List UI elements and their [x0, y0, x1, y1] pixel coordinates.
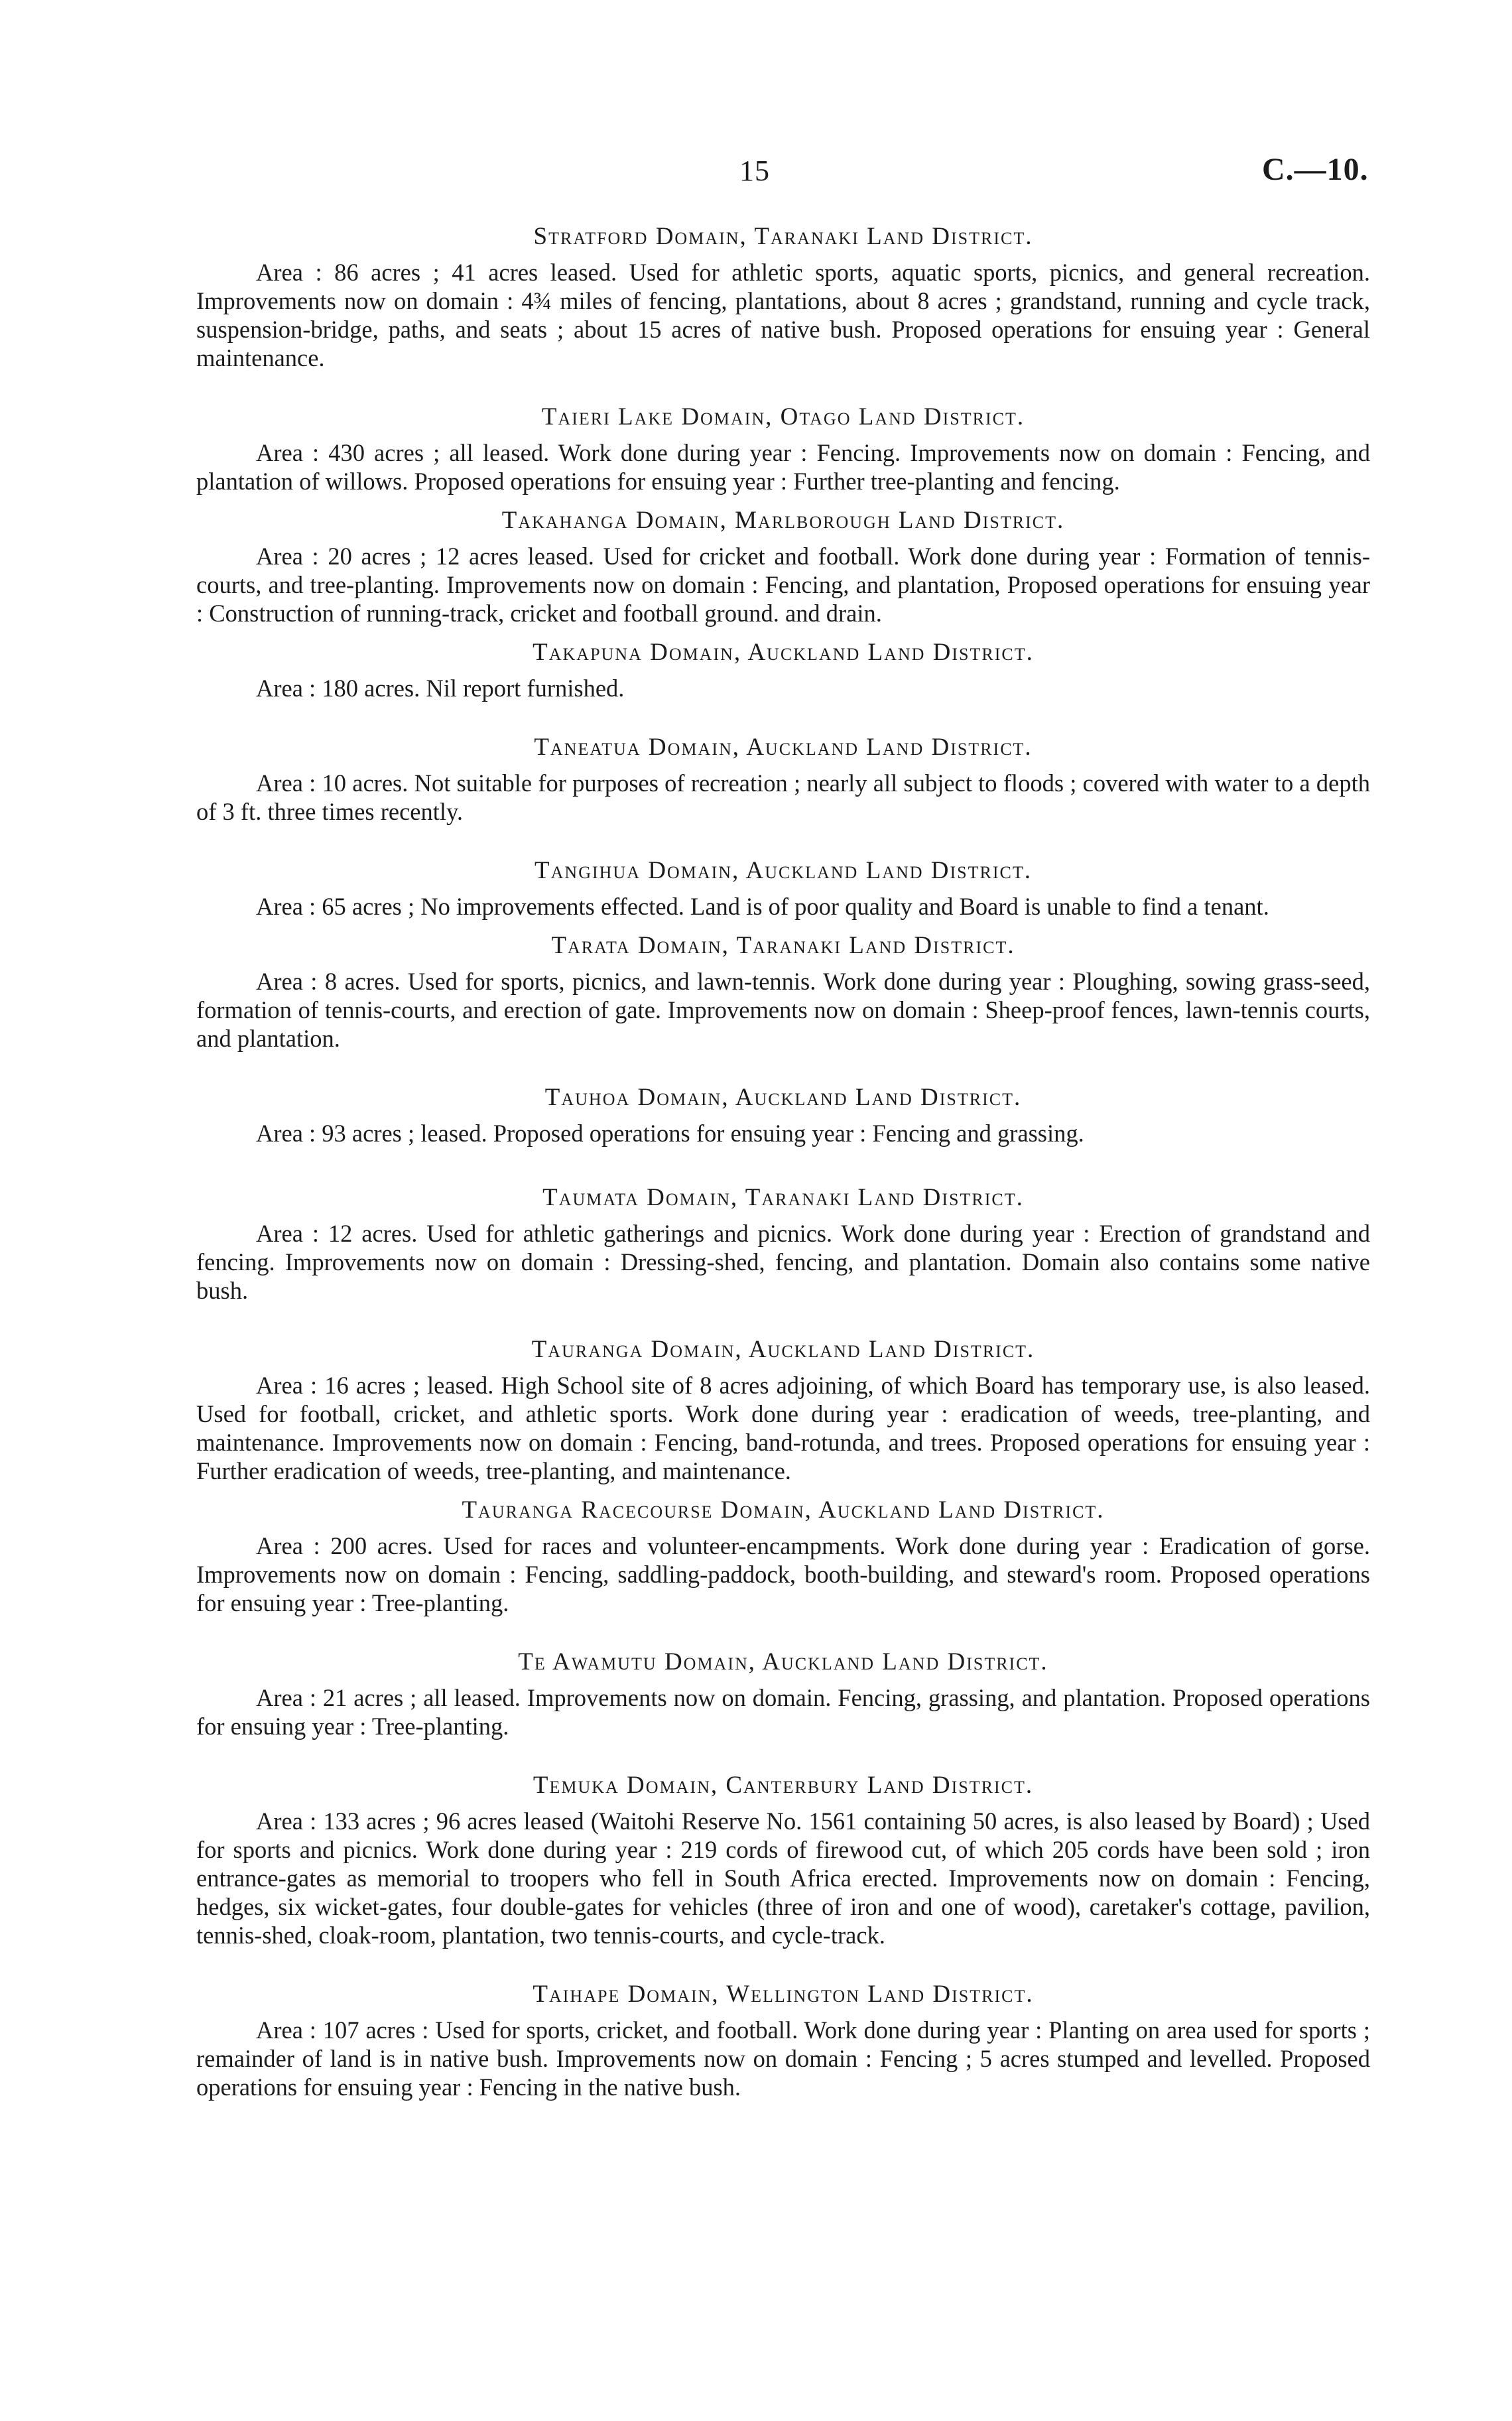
entry-tauhoa: [196, 1083, 1370, 1147]
entry-title: Tangihua Domain, Auckland Land District.: [535, 857, 1032, 884]
entry-title: Taihape Domain, Wellington Land District.: [533, 1981, 1034, 2008]
entry-title: Tarata Domain, Taranaki Land District.: [551, 932, 1015, 959]
entry-tauranga-racecourse: [196, 1496, 1370, 1617]
entry-body: Area : 16 acres ; leased. High School site of 8 acres adjoining, of which Board has temporary use, is also leased. Used for football, cricket, and athletic sports. Work done during year : eradication of weeds, tree-planting, and maintenance. Improvements now on domain : Fencing, band-rotunda, and trees. Proposed operations for ensuing year : Further eradication of weeds, tree-planting, and maintenance.: [196, 1372, 1370, 1484]
domain-entries: [196, 222, 1370, 2101]
entry-tarata: [196, 931, 1370, 1053]
entry-takapuna: [196, 638, 1370, 702]
entry-body: Area : 10 acres. Not suitable for purposes of recreation ; nearly all subject to floods ; covered with water to a depth of 3 ft. three times recently.: [196, 769, 1370, 825]
entry-body: Area : 180 acres. Nil report furnished.: [256, 675, 625, 702]
entry-title: Tauranga Racecourse Domain, Auckland Land District.: [462, 1496, 1105, 1524]
entry-taumata: [196, 1183, 1370, 1305]
document-reference: C.—10.: [1262, 152, 1369, 187]
entry-title: Taieri Lake Domain, Otago Land District.: [541, 403, 1025, 430]
entry-title: Temuka Domain, Canterbury Land District.: [533, 1772, 1034, 1799]
entry-body: Area : 21 acres ; all leased. Improvements now on domain. Fencing, grassing, and plantation. Proposed operations for ensuing year : Tree-planting.: [196, 1684, 1370, 1740]
entry-title: Takahanga Domain, Marlborough Land District.: [501, 507, 1065, 534]
entry-body: Area : 65 acres ; No improvements effected. Land is of poor quality and Board is unable to find a tenant.: [256, 893, 1269, 920]
entry-taihape: [196, 1980, 1370, 2101]
entry-tauranga: [196, 1335, 1370, 1485]
entry-title: Tauhoa Domain, Auckland Land District.: [544, 1084, 1022, 1111]
entry-tangihua: [196, 856, 1370, 921]
entry-body: Area : 107 acres : Used for sports, cricket, and football. Work done during year : Planting on area used for sports ; remainder of land is in native bush. Improvements now on domain : Fencing ; 5 acres stumped and levelled. Proposed operations for ensuing year : Fencing in the native bush.: [196, 2016, 1370, 2101]
entry-title: Takapuna Domain, Auckland Land District.: [533, 639, 1034, 666]
entry-body: Area : 86 acres ; 41 acres leased. Used for athletic sports, aquatic sports, picnics, and general recreation. Improvements now on domain : 4¾ miles of fencing, plantations, about 8 acres ; grandstand, running and cycle track, suspension-bridge, paths, and seats ; about 15 acres of native bush. Proposed operations for ensuing year : General maintenance.: [196, 259, 1370, 371]
entry-te-awamutu: [196, 1648, 1370, 1740]
entry-taieri-lake: [196, 403, 1370, 495]
entry-body: Area : 200 acres. Used for races and volunteer-encampments. Work done during year : Eradication of gorse. Improvements now on domain : Fencing, saddling-paddock, booth-building, and steward's room. Proposed operations for ensuing year : Tree-planting.: [196, 1532, 1370, 1616]
entry-title: Stratford Domain, Taranaki Land District.: [533, 223, 1033, 250]
entry-body: Area : 133 acres ; 96 acres leased (Waitohi Reserve No. 1561 containing 50 acres, is also leased by Board) ; Used for sports and picnics. Work done during year : 219 cords of firewood cut, of which 205 cords have been sold ; iron entrance-gates as memorial to troopers who fell in South Africa erected. Improvements now on domain : Fencing, hedges, six wicket-gates, four double-gates for vehicles (three of iron and one of wood), caretaker's cottage, pavilion, tennis-shed, cloak-room, plantation, two tennis-courts, and cycle-track.: [196, 1807, 1370, 1949]
entry-body: Area : 93 acres ; leased. Proposed operations for ensuing year : Fencing and grassing.: [256, 1120, 1084, 1147]
entry-title: Tauranga Domain, Auckland Land District.: [531, 1336, 1035, 1363]
entry-body: Area : 430 acres ; all leased. Work done during year : Fencing. Improvements now on domain : Fencing, and plantation of willows. Proposed operations for ensuing year : Further tree-planting and fencing.: [196, 439, 1370, 495]
page-number: 15: [739, 155, 770, 187]
entry-title: Te Awamutu Domain, Auckland Land District.: [518, 1648, 1048, 1675]
entry-body: Area : 12 acres. Used for athletic gatherings and picnics. Work done during year : Erection of grandstand and fencing. Improvements now on domain : Dressing-shed, fencing, and plantation. Domain also contains some native bush.: [196, 1220, 1370, 1304]
entry-temuka: [196, 1771, 1370, 1949]
entry-taneatua: [196, 733, 1370, 826]
entry-body: Area : 8 acres. Used for sports, picnics, and lawn-tennis. Work done during year : Ploughing, sowing grass-seed, formation of tennis-courts, and erection of gate. Improvements now on domain : Sheep-proof fences, lawn-tennis courts, and plantation.: [196, 968, 1370, 1052]
entry-title: Taneatua Domain, Auckland Land District.: [534, 734, 1033, 761]
entry-title: Taumata Domain, Taranaki Land District.: [542, 1184, 1024, 1211]
entry-stratford: [196, 222, 1370, 372]
entry-body: Area : 20 acres ; 12 acres leased. Used for cricket and football. Work done during year : Formation of tennis-courts, and tree-planting. Improvements now on domain : Fencing, and plantation, Proposed operations for ensuing year : Construction of running-track, cricket and football ground. and drain.: [196, 543, 1370, 627]
entry-takahanga: [196, 506, 1370, 627]
